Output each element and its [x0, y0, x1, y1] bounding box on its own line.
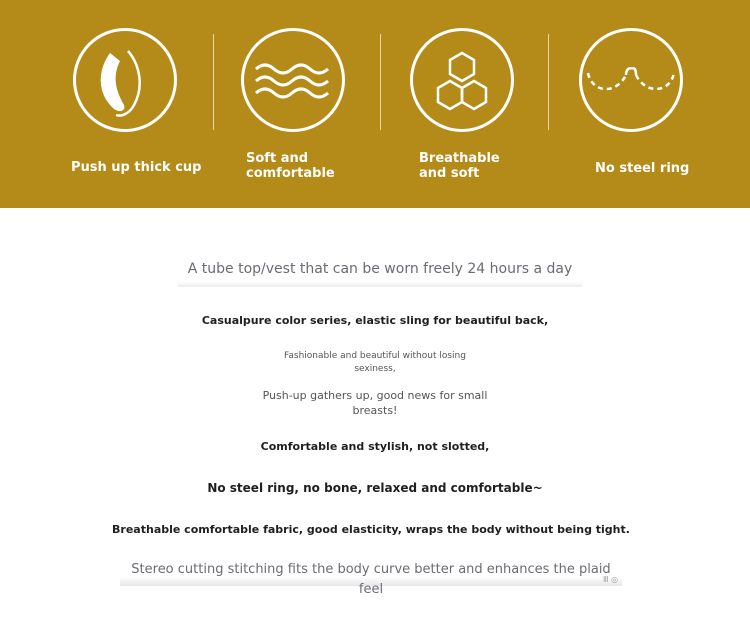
- wave-icon: [241, 28, 345, 132]
- feature-label: No steel ring: [595, 161, 690, 176]
- feature-breathable: [378, 0, 548, 208]
- ring-icon: [579, 28, 683, 132]
- cup-icon: [73, 28, 177, 132]
- section-heading: A tube top/vest that can be worn freely 24 hours a day: [178, 257, 582, 287]
- feature-line: Breathable comfortable fabric, good elasticity, wraps the body without being tight.: [112, 523, 630, 536]
- feature-label: Push up thick cup: [71, 160, 202, 175]
- feature-label: Soft and comfortable: [246, 151, 335, 181]
- feature-line: Comfortable and stylish, not slotted,: [260, 440, 490, 453]
- feature-line: Casualpure color series, elastic sling for beautiful back,: [201, 314, 549, 327]
- feature-push-up-cup: [40, 0, 210, 208]
- feature-line: No steel ring, no bone, relaxed and comfortable~: [207, 481, 543, 495]
- feature-label: Breathable and soft: [419, 151, 500, 181]
- watermark-icon: Ⅲ ◎: [602, 575, 618, 584]
- feature-no-steel-ring: [548, 0, 718, 208]
- feature-banner: [0, 0, 750, 208]
- footer-text: Stereo cutting stitching fits the body curve better and enhances the plaid feel: [131, 562, 611, 597]
- honeycomb-icon: [410, 28, 514, 132]
- footer-banner: [120, 560, 622, 597]
- feature-line: Push-up gathers up, good news for small breasts!: [262, 389, 488, 417]
- feature-soft: [210, 0, 380, 208]
- feature-line: Fashionable and beautiful without losing sexiness,: [284, 351, 466, 374]
